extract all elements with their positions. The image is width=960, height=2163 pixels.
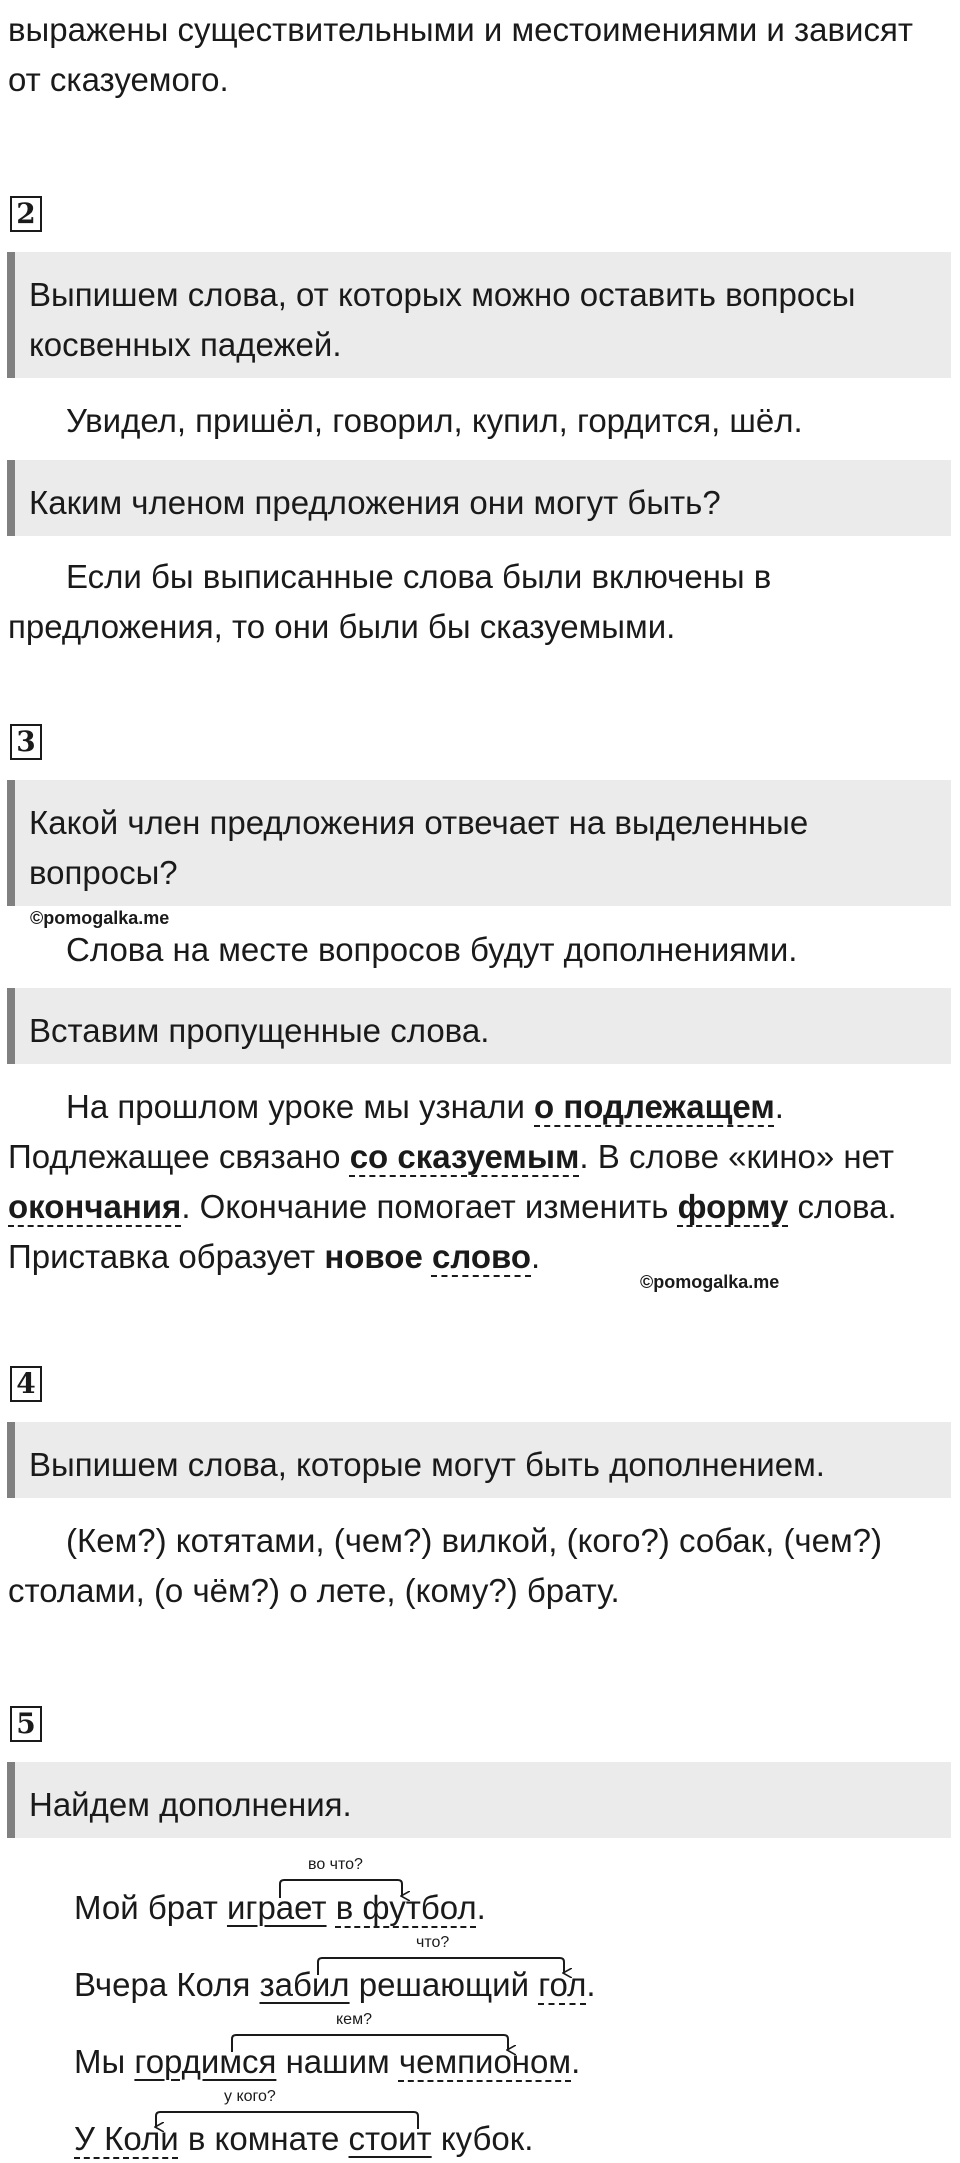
answer-text: Слова на месте вопросов будут дополнениями.: [66, 931, 798, 968]
intro-line-2: от сказуемого.: [8, 61, 229, 98]
inserted-word: новое: [324, 1238, 423, 1275]
text: [327, 1889, 336, 1926]
text: На прошлом уроке мы узнали: [66, 1088, 535, 1125]
task-number-3: 3: [10, 724, 42, 760]
predicate: гордимся: [134, 2043, 277, 2080]
text: .: [531, 1238, 541, 1275]
text: Вчера Коля: [74, 1966, 260, 2003]
text: . Подлежащее связано: [8, 1088, 784, 1175]
question-block: Вставим пропущенные слова.: [7, 988, 951, 1064]
question-label: во что?: [308, 1856, 363, 1873]
example-sentence: [74, 1965, 596, 2005]
text: . В слове «кино» нет: [579, 1138, 895, 1175]
inserted-word: слово: [431, 1238, 532, 1275]
task-number-4: 4: [10, 1366, 42, 1402]
text: . Окончание помогает изменить: [181, 1188, 678, 1225]
answer-text: [8, 1082, 953, 1282]
question-block: Какой член предложения отвечает на выделенные вопросы?: [7, 780, 951, 906]
text: слова. Приставка образует: [8, 1188, 897, 1275]
text: Мы: [74, 2043, 135, 2080]
example-sentence: [74, 2119, 533, 2159]
question-label: что?: [416, 1934, 450, 1951]
question-block: Найдем дополнения.: [7, 1762, 951, 1838]
object: У Коли: [74, 2120, 179, 2157]
predicate: стоит: [348, 2120, 432, 2157]
question-label: кем?: [336, 2011, 372, 2028]
object: гол: [538, 1966, 587, 2003]
text: кубок.: [431, 2120, 534, 2157]
text: .: [586, 1966, 596, 2003]
answer-text: (Кем?) котятами, (чем?) вилкой, (кого?) собак, (чем?) столами, (о чём?) о лете, (кому?) брату.: [8, 1522, 883, 1609]
text: .: [571, 2043, 581, 2080]
task-number-2: 2: [10, 196, 42, 232]
object: в футбол: [335, 1889, 477, 1926]
intro-line-1: выражены существительными и местоимениями и зависят: [8, 11, 913, 48]
predicate: забил: [259, 1966, 350, 2003]
inserted-word: форму: [677, 1188, 789, 1225]
text: решающий: [349, 1966, 539, 2003]
task-number-5: 5: [10, 1706, 42, 1742]
question-label: у кого?: [224, 2088, 276, 2105]
text: в комнате: [178, 2120, 349, 2157]
inserted-word: о подлежащем: [534, 1088, 775, 1125]
text: Мой брат: [74, 1889, 227, 1926]
text: .: [476, 1889, 486, 1926]
question-block: Выпишем слова, которые могут быть дополнением.: [7, 1422, 951, 1498]
intro-text: [8, 5, 953, 105]
answer-text: Увидел, пришёл, говорил, купил, гордится, шёл.: [66, 402, 803, 439]
example-sentence: [74, 2042, 580, 2082]
example-sentence: [74, 1888, 486, 1928]
inserted-word: со сказуемым: [349, 1138, 580, 1175]
watermark: ©pomogalka.me: [640, 1272, 780, 1292]
answer-text: Если бы выписанные слова были включены в предложения, то они были бы сказуемыми.: [8, 558, 772, 645]
watermark: ©pomogalka.me: [30, 908, 170, 928]
predicate: играет: [226, 1889, 327, 1926]
object: чемпионом: [398, 2043, 572, 2080]
inserted-word: окончания: [8, 1188, 182, 1225]
text: нашим: [276, 2043, 399, 2080]
question-block: Каким членом предложения они могут быть?: [7, 460, 951, 536]
question-block: Выпишем слова, от которых можно оставить вопросы косвенных падежей.: [7, 252, 951, 378]
